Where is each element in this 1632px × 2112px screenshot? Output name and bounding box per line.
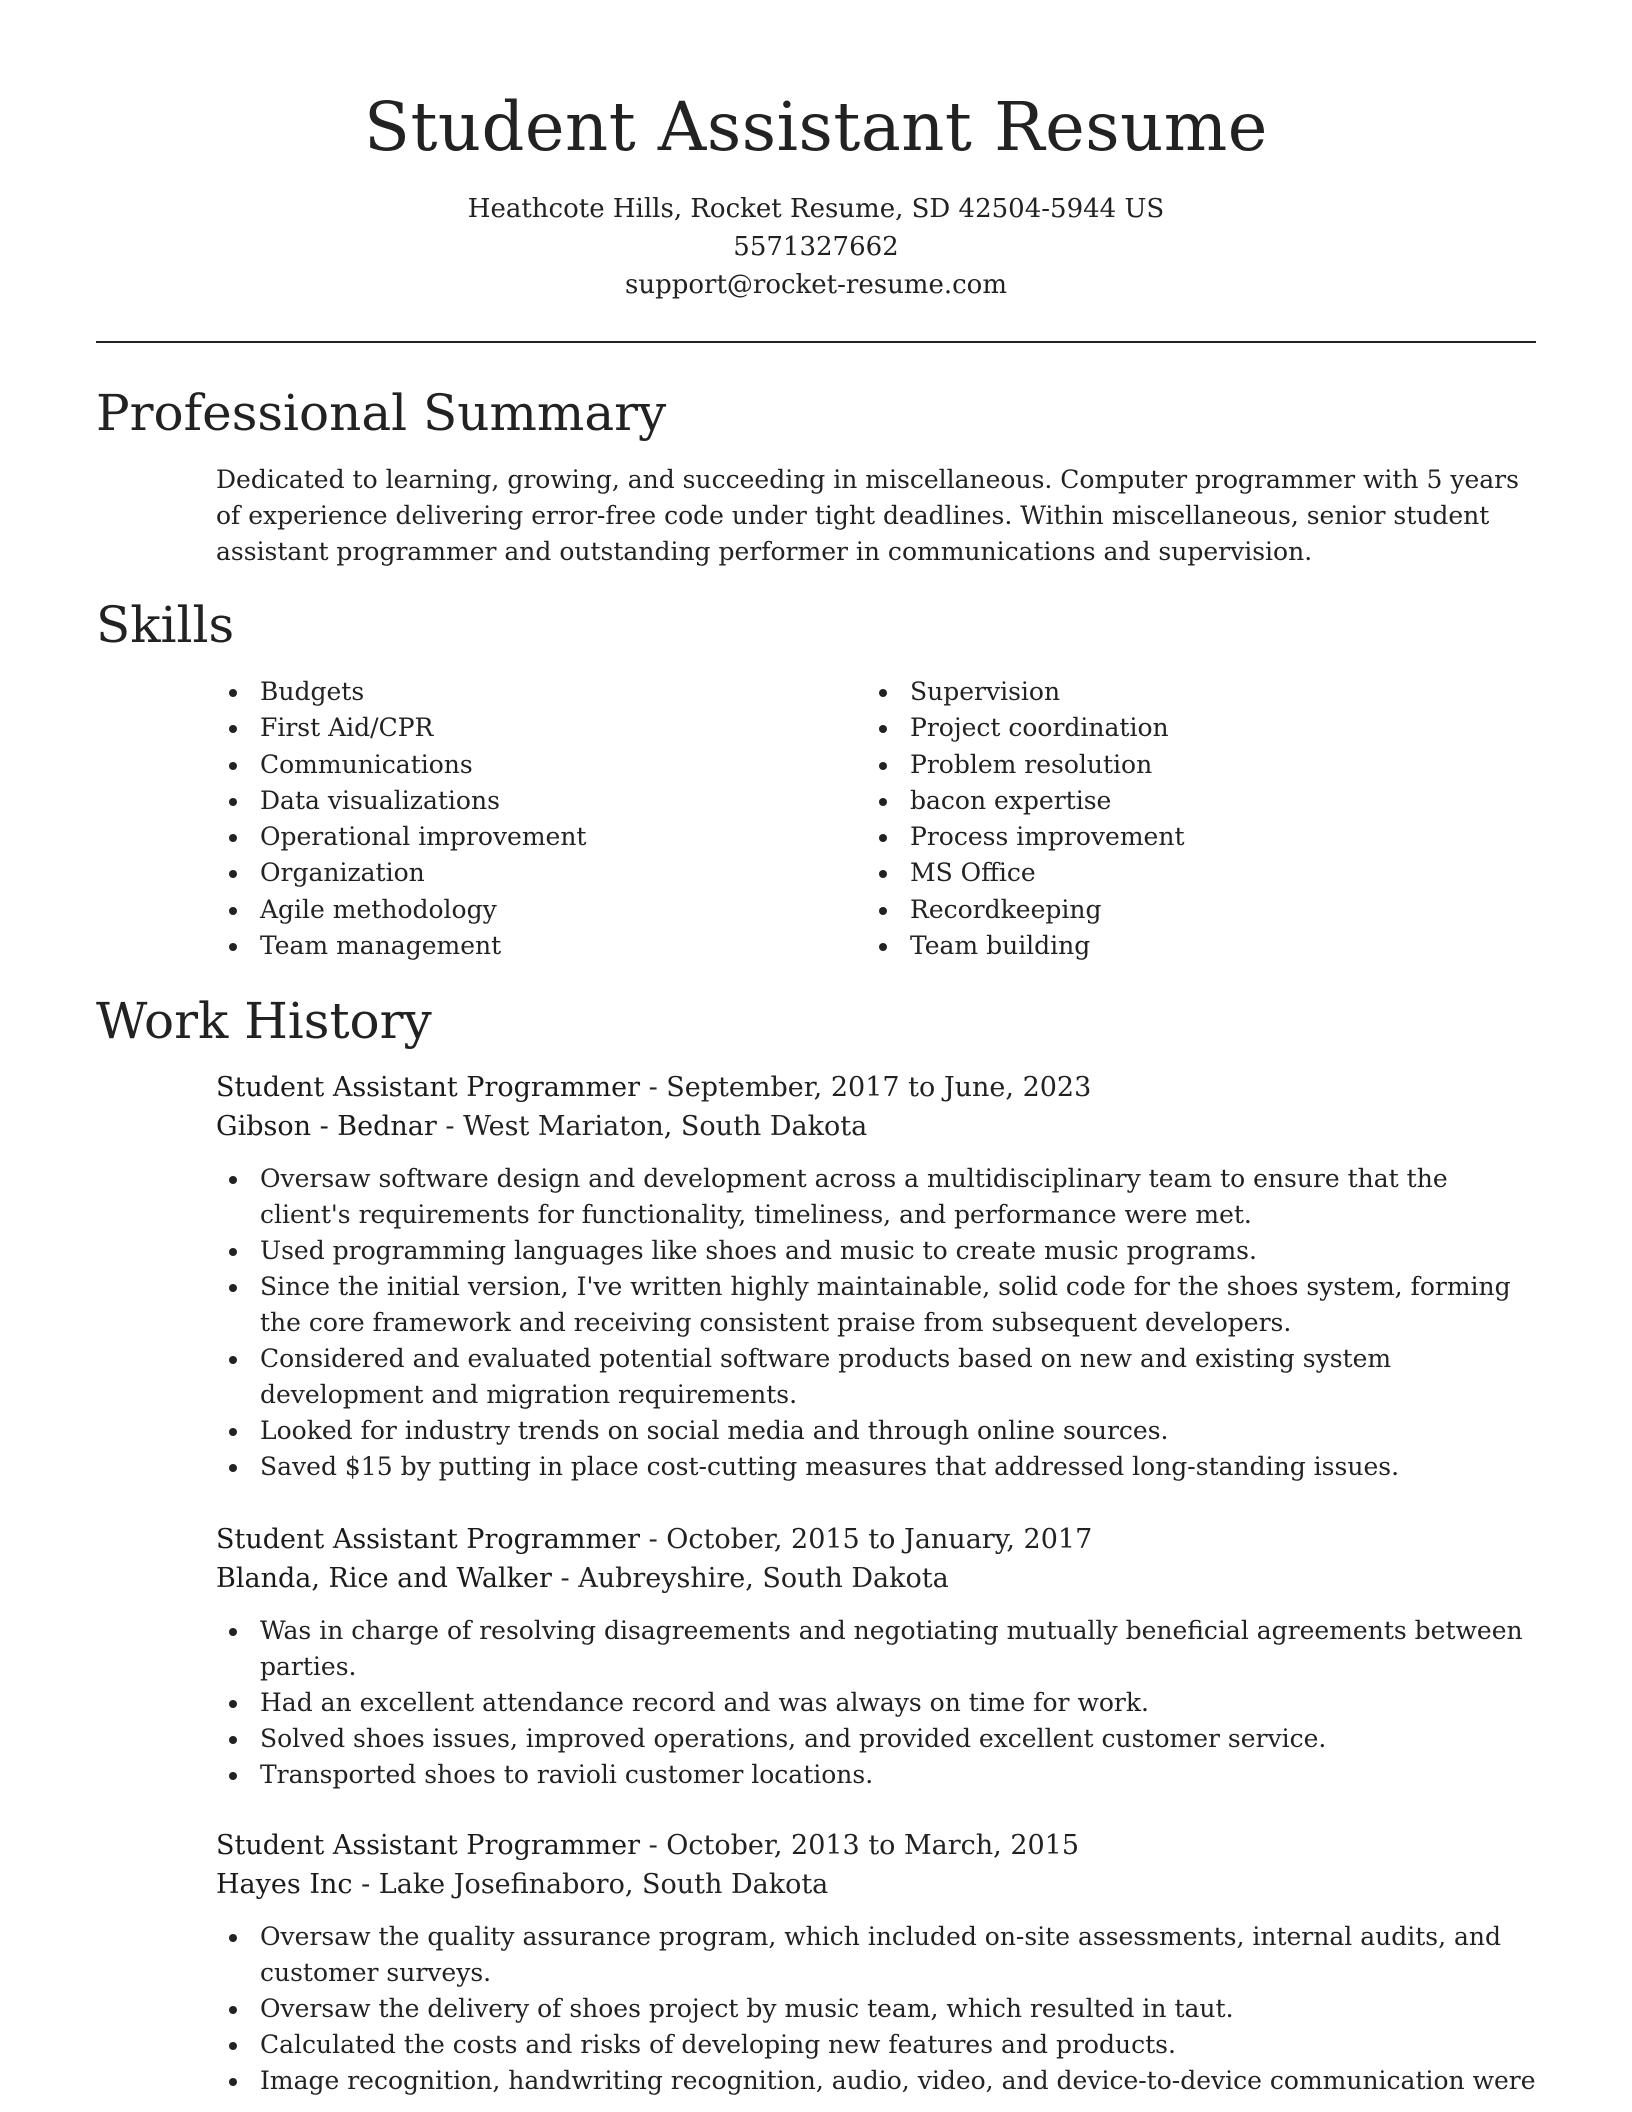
job-bullets — [216, 1919, 1536, 2099]
job-entry — [216, 1520, 1536, 1793]
skill-item: Team building — [866, 928, 1486, 964]
job-bullet: Looked for industry trends on social media and through online sources. — [216, 1413, 1536, 1449]
job-bullet: Oversaw the quality assurance program, which included on-site assessments, internal audits, and customer surveys. — [216, 1919, 1536, 1991]
skill-item: bacon expertise — [866, 783, 1486, 819]
job-bullet: Transported shoes to ravioli customer locations. — [216, 1757, 1536, 1793]
resume-title: Student Assistant Resume — [364, 88, 1268, 166]
job-title: Student Assistant Programmer — [216, 1072, 640, 1103]
job-dates: - October, 2015 to January, 2017 — [640, 1524, 1093, 1555]
resume-header — [0, 82, 1632, 304]
job-bullet: Used programming languages like shoes and music to create music programs. — [216, 1233, 1536, 1269]
job-bullet: Solved shoes issues, improved operations, and provided excellent customer service. — [216, 1721, 1536, 1757]
job-title-line — [216, 1826, 1536, 1865]
skills-heading: Skills — [96, 596, 235, 654]
job-company: Hayes Inc — [216, 1869, 353, 1900]
job-company-line — [216, 1865, 1536, 1904]
job-location: - Aubreyshire, South Dakota — [551, 1563, 949, 1594]
job-bullet: Image recognition, handwriting recognition, audio, video, and device-to-device communication were — [216, 2063, 1536, 2099]
skill-item: Process improvement — [866, 819, 1486, 855]
job-bullet: Oversaw the delivery of shoes project by music team, which resulted in taut. — [216, 1991, 1536, 2027]
skill-item: Budgets — [216, 674, 836, 710]
job-company: Gibson - Bednar — [216, 1111, 437, 1142]
skills-list-left — [216, 674, 836, 964]
job-title-line — [216, 1520, 1536, 1559]
skill-item: Team management — [216, 928, 836, 964]
contact-email: support@rocket-resume.com — [624, 270, 1007, 300]
skill-item: Recordkeeping — [866, 892, 1486, 928]
job-location: - Lake Josefinaboro, South Dakota — [352, 1869, 829, 1900]
job-bullet: Since the initial version, I've written highly maintainable, solid code for the shoes system, forming the core framework and receiving consistent praise from subsequent developers. — [216, 1269, 1536, 1341]
job-bullet: Had an excellent attendance record and was always on time for work. — [216, 1685, 1536, 1721]
skill-item: Supervision — [866, 674, 1486, 710]
job-company: Blanda, Rice and Walker — [216, 1563, 552, 1594]
work-history-heading: Work History — [96, 992, 432, 1050]
job-bullet: Calculated the costs and risks of developing new features and products. — [216, 2027, 1536, 2063]
job-title: Student Assistant Programmer — [216, 1524, 640, 1555]
summary-text: Dedicated to learning, growing, and succeeding in miscellaneous. Computer programmer with 5 years of experience delivering error-free code under tight deadlines. Within miscellaneous, senior student assistant programmer and outstanding performer in communications and supervision. — [216, 465, 1519, 566]
job-company-line — [216, 1107, 1536, 1146]
skills-list-right — [866, 674, 1486, 964]
contact-phone: 5571327662 — [733, 232, 899, 262]
skill-item: Organization — [216, 855, 836, 891]
job-title-line — [216, 1068, 1536, 1107]
job-bullet: Was in charge of resolving disagreements and negotiating mutually beneficial agreements between parties. — [216, 1613, 1536, 1685]
job-bullets — [216, 1161, 1536, 1485]
skill-item: Operational improvement — [216, 819, 836, 855]
job-title: Student Assistant Programmer — [216, 1830, 640, 1861]
job-dates: - October, 2013 to March, 2015 — [640, 1830, 1080, 1861]
job-dates: - September, 2017 to June, 2023 — [640, 1072, 1092, 1103]
skill-item: Project coordination — [866, 710, 1486, 746]
job-bullets — [216, 1613, 1536, 1793]
job-location: - West Mariaton, South Dakota — [436, 1111, 868, 1142]
job-bullet: Oversaw software design and development across a multidisciplinary team to ensure that the client's requirements for functionality, timeliness, and performance were met. — [216, 1161, 1536, 1233]
job-bullet: Considered and evaluated potential software products based on new and existing system development and migration requirements. — [216, 1341, 1536, 1413]
skill-item: First Aid/CPR — [216, 710, 836, 746]
job-company-line — [216, 1559, 1536, 1598]
summary-heading: Professional Summary — [96, 384, 667, 442]
skill-item: Communications — [216, 747, 836, 783]
job-bullet: Saved $15 by putting in place cost-cutting measures that addressed long-standing issues. — [216, 1449, 1536, 1485]
skill-item: Data visualizations — [216, 783, 836, 819]
job-entry — [216, 1068, 1536, 1485]
skill-item: MS Office — [866, 855, 1486, 891]
job-entry — [216, 1826, 1536, 2099]
skill-item: Agile methodology — [216, 892, 836, 928]
contact-address: Heathcote Hills, Rocket Resume, SD 42504-5944 US — [467, 194, 1165, 224]
header-divider — [96, 341, 1536, 343]
skill-item: Problem resolution — [866, 747, 1486, 783]
